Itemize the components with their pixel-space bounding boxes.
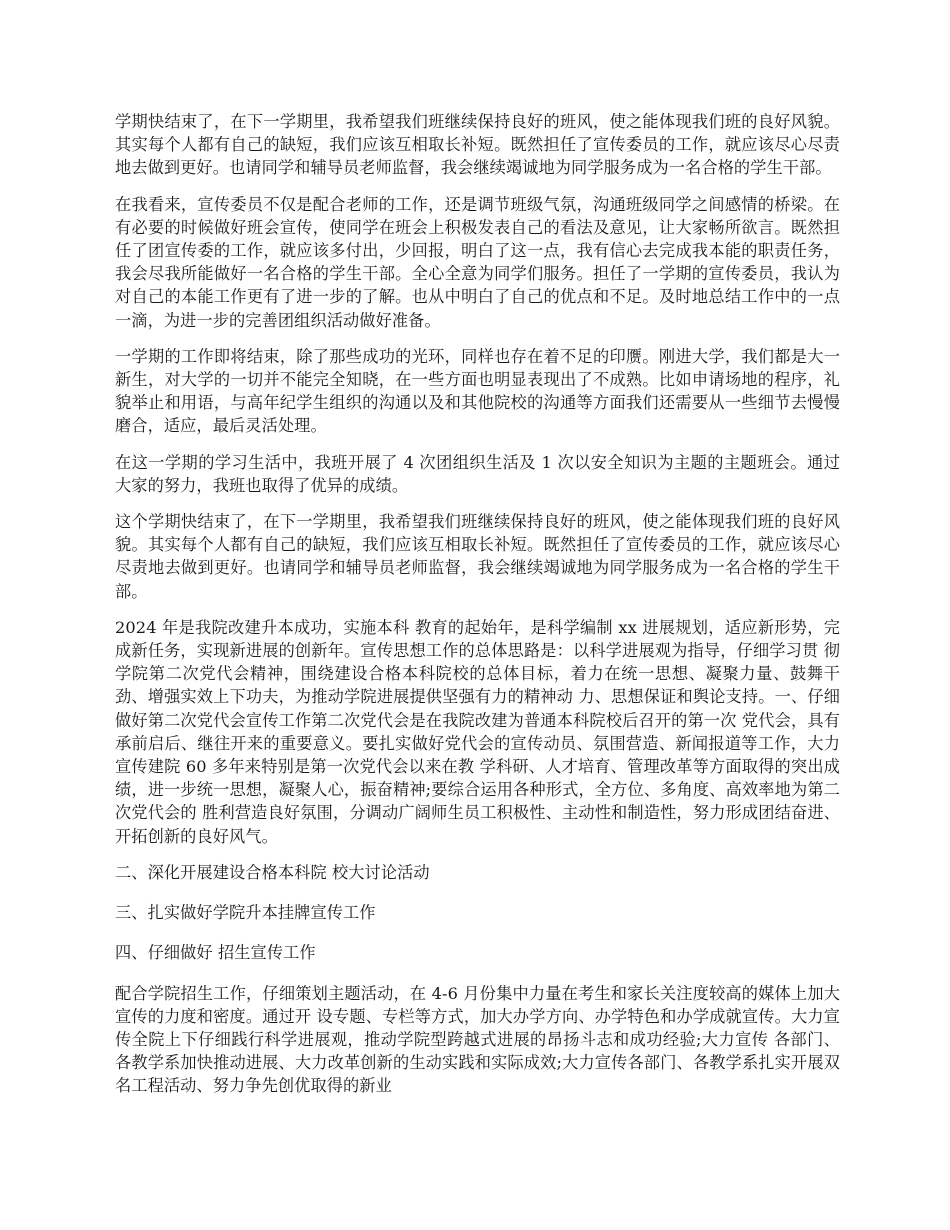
paragraph-6: 2024 年是我院改建升本成功，实施本科 教育的起始年，是科学编制 xx 进展规划，适应新形势，完成新任务，实现新进展的创新年。宣传思想工作的总体思路是：以科学进展观为指导，仔细学习贯 彻学院第二次党代会精神，围绕建设合格本科院校的总体目标，着力在统一思想、凝聚力量、鼓舞干劲、增强实效上下功夫，为推动学院进展提供坚强有力的精神动 力、思想保证和舆论支持。一、仔细做好第二次党代会宣传工作第二次党代会是在我院改建为普通本科院校后召开的第一次 党代会，具有承前启后、继往开来的重要意义。要扎实做好党代会的宣传动员、氛围营造、新闻报道等工作，大力宣传建院 60 多年来特别是第一次党代会以来在教 学科研、人才培育、管理改革等方面取得的突出成绩，进一步统一思想，凝聚人心，振奋精神;要综合运用各种形式，全方位、多角度、高效率地为第二次党代会的 胜利营造良好氛围，分调动广阔师生员工积极性、主动性和制造性，努力形成团结奋进、开拓创新的良好风气。 [115,617,840,846]
section-heading-2: 二、深化开展建设合格本科院 校大讨论活动 [115,862,430,882]
section-heading-4: 四、仔细做好 招生宣传工作 [115,943,316,963]
paragraph-5: 这个学期快结束了，在下一学期里，我希望我们班继续保持良好的班风，使之能体现我们班的良好风貌。其实每个人都有自己的缺短，我们应该互相取长补短。既然担任了宣传委员的工作，就应该尽心尽责地去做到更好。也请同学和辅导员老师监督，我会继续竭诚地为同学服务成为一名合格的学生干部。 [115,512,840,601]
document-page [115,110,840,1111]
paragraph-3: 一学期的工作即将结束，除了那些成功的光环，同样也存在着不足的印赝。刚进大学，我们都是大一新生，对大学的一切并不能完全知晓，在一些方面也明显表现出了不成熟。比如申请场地的程序，礼貌举止和用语，与高年纪学生组织的沟通以及和其他院校的沟通等方面我们还需要从一些细节去慢慢磨合，适应，最后灵活处理。 [115,346,840,436]
paragraph-4: 在这一学期的学习生活中，我班开展了 4 次团组织生活及 1 次以安全知识为主题的主题班会。通过大家的努力，我班也取得了优异的成绩。 [115,452,840,495]
section-heading-3: 三、扎实做好学院升本挂牌宣传工作 [115,903,376,923]
paragraph-1: 学期快结束了，在下一学期里，我希望我们班继续保持良好的班风，使之能体现我们班的良好风貌。其实每个人都有自己的缺短，我们应该互相取长补短。既然担任了宣传委员的工作，就应该尽心尽责地去做到更好。也请同学和辅导员老师监督，我会继续竭诚地为同学服务成为一名合格的学生干部。 [115,112,840,178]
paragraph-7: 配合学院招生工作，仔细策划主题活动，在 4-6 月份集中力量在考生和家长关注度较高的媒体上加大宣传的力度和密度。通过开 设专题、专栏等方式，加大办学方向、办学特色和办学成就宣传。大力宣传全院上下仔细践行科学进展观，推动学院型跨越式进展的昂扬斗志和成功经验;大力宣传 各部门、各教学系加快推动进展、大力改革创新的生动实践和实际成效;大力宣传各部门、各教学系扎实开展双名工程活动、努力争先创优取得的新业 [115,983,840,1096]
paragraph-2: 在我看来，宣传委员不仅是配合老师的工作，还是调节班级气氛，沟通班级同学之间感情的桥梁。在有必要的时候做好班会宣传，使同学在班会上积极发表自己的看法及意见，让大家畅所欲言。既然担任了团宣传委的工作，就应该多付出，少回报，明白了这一点，我有信心去完成我本能的职责任务，我会尽我所能做好一名合格的学生干部。全心全意为同学们服务。担任了一学期的宣传委员，我认为对自己的本能工作更有了进一步的了解。也从中明白了自己的优点和不足。及时地总结工作中的一点一滴，为进一步的完善团组织活动做好准备。 [115,194,840,330]
